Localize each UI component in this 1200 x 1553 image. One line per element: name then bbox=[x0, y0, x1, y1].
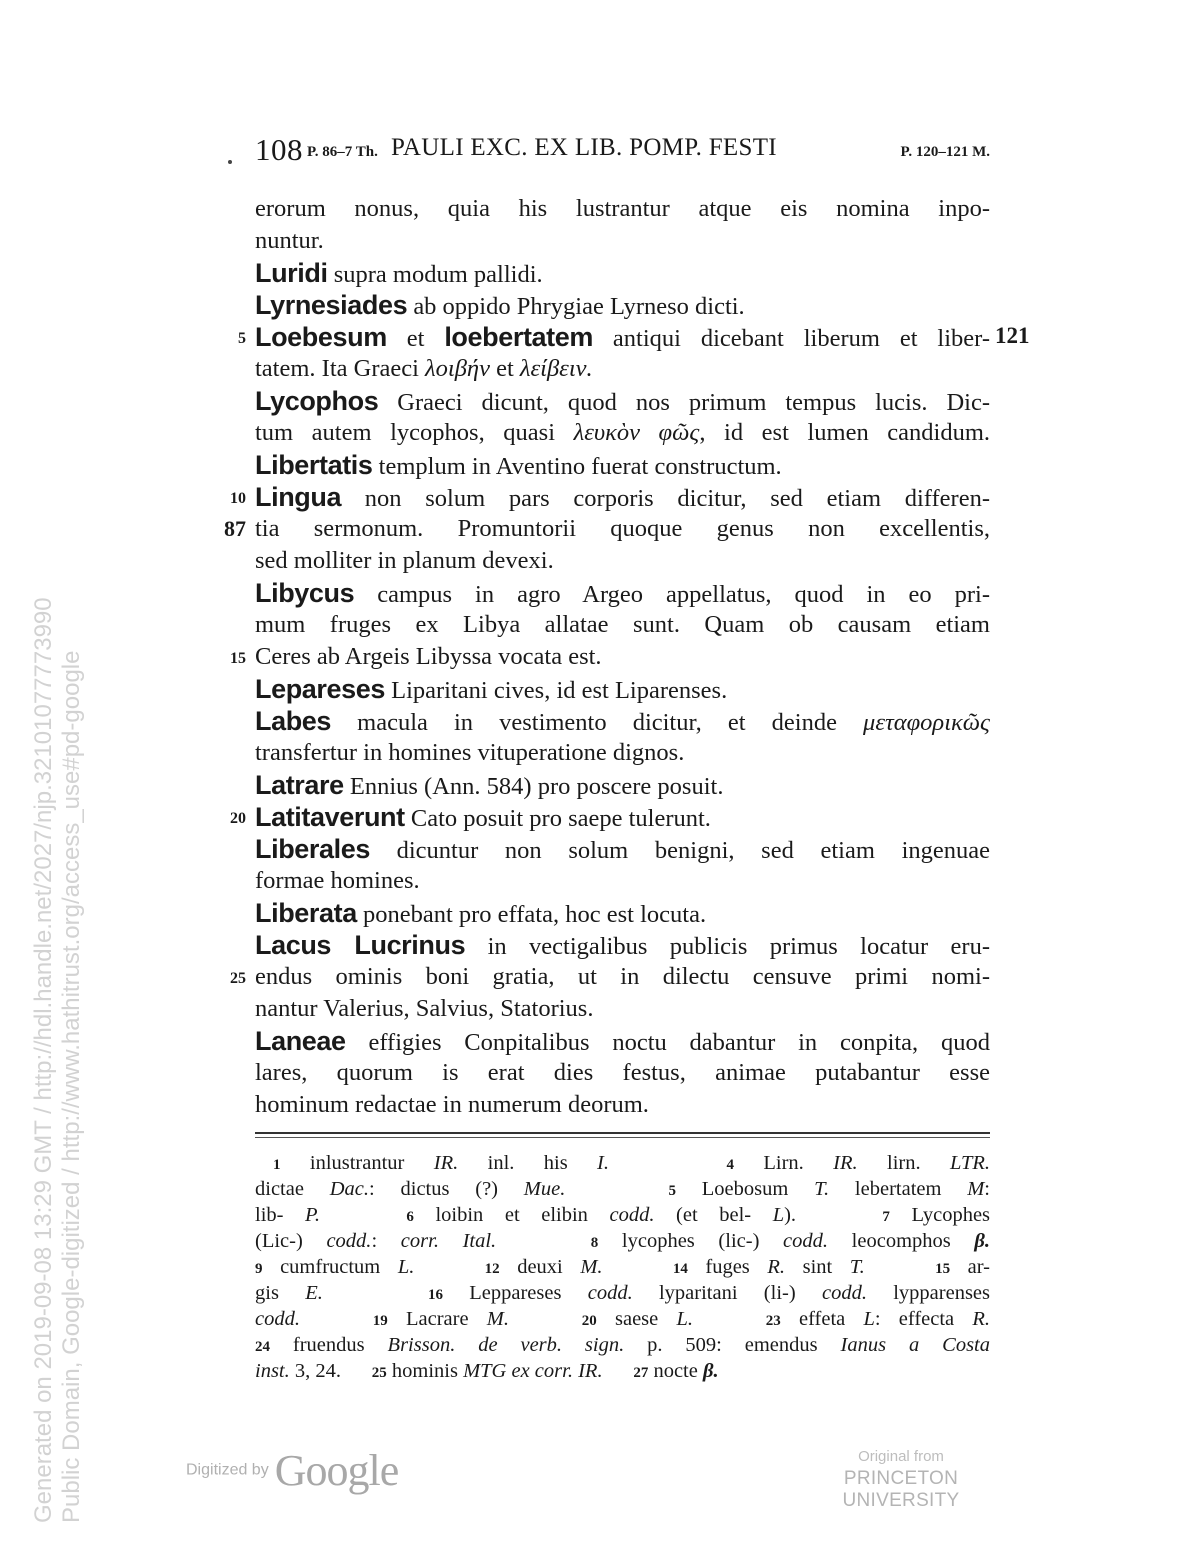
entry-latrare: Latrare Ennius (Ann. 584) pro poscere posuit. bbox=[255, 770, 724, 800]
greek-text: λείβειν. bbox=[519, 355, 593, 382]
apparatus-line-3: lib- P. 6 loibin et elibin codd. (et bel- L). 7 Lycophes bbox=[255, 1204, 991, 1226]
apparatus-line-4: (Lic-) codd.: corr. Ital. 8 lycophes (lic-) codd. leocomphos β. bbox=[255, 1230, 991, 1252]
lemma: Lepareses bbox=[255, 674, 385, 704]
page-ref-left: P. 86–7 Th. bbox=[307, 144, 378, 160]
digitized-by-label: Digitized by bbox=[186, 1461, 269, 1479]
entry-latitaverunt: Latitaverunt Cato posuit pro saepe tulerunt. bbox=[255, 802, 711, 832]
entry-labes: Labes macula in vestimento dicitur, et deinde μεταφορικῶς bbox=[255, 706, 990, 736]
lemma: Liberata bbox=[255, 898, 357, 928]
apparatus-line-5: 9 cumfructum L. 12 deuxi M. 14 fuges R. sint T. 15 ar- bbox=[255, 1256, 990, 1278]
lemma: loebertatem bbox=[444, 322, 593, 352]
lemma: Lacus Lucrinus bbox=[255, 930, 466, 960]
entry-liberales: Liberales dicuntur non solum benigni, sed etiam ingenuae bbox=[255, 834, 990, 864]
greek-text: λοιβήν bbox=[425, 355, 490, 382]
lemma: Laneae bbox=[255, 1026, 346, 1056]
text-line-2: nuntur. bbox=[255, 227, 324, 254]
text-line-11: tia sermonum. Promuntorii quoque genus non excellentis, bbox=[255, 515, 990, 542]
running-header bbox=[255, 132, 990, 172]
text-line-15: Ceres ab Argeis Libyssa vocata est. bbox=[255, 643, 602, 670]
apparatus-line-8: 24 fruendus Brisson. de verb. sign. p. 509: emendus Ianus a Costa bbox=[255, 1334, 991, 1356]
entry-laneae: Laneae effigies Conpitalibus noctu dabantur in conpita, quod bbox=[255, 1026, 990, 1056]
library-name: PRINCETON UNIVERSITY bbox=[842, 1468, 960, 1511]
entry-lycophos: Lycophos Graeci dicunt, quod nos primum tempus lucis. Dic- bbox=[255, 386, 990, 416]
apparatus-line-7: codd. 19 Lacrare M. 20 saese L. 23 effeta L: effecta R. bbox=[255, 1308, 991, 1330]
text-line-26: nantur Valerius, Salvius, Statorius. bbox=[255, 995, 594, 1022]
entry-lepareses: Lepareses Liparitani cives, id est Liparenses. bbox=[255, 674, 728, 704]
text-line-18: transfertur in homines vituperatione dignos. bbox=[255, 739, 685, 766]
lemma: Libycus bbox=[255, 578, 355, 608]
watermark-line-2: Public Domain, Google-digitized / http://www.hathitrust.org/access_use#pd-google bbox=[58, 650, 85, 1523]
original-from-label: Original from bbox=[858, 1448, 944, 1465]
entry-loebesum: Loebesum et loebertatem antiqui dicebant liberum et liber- bbox=[255, 322, 990, 352]
text-line-6: tatem. Ita Graeci λοιβήν et λείβειν. bbox=[255, 355, 593, 382]
text-line-1: erorum nonus, quia his lustrantur atque eis nomina inpo- bbox=[255, 195, 990, 222]
original-from bbox=[786, 1448, 1016, 1512]
lemma: Lycophos bbox=[255, 386, 379, 416]
apparatus-line-9: inst. 3, 24. 25 hominis MTG ex corr. IR. 27 nocte β. bbox=[255, 1360, 719, 1382]
margin-page-121: 121 bbox=[995, 323, 1030, 348]
entry-lingua: Lingua non solum pars corporis dicitur, sed etiam differen- bbox=[255, 482, 990, 512]
line-number-20: 20 bbox=[230, 810, 246, 827]
lemma: Libertatis bbox=[255, 450, 373, 480]
text-line-8: tum autem lycophos, quasi λευκὸν φῶς, id est lumen candidum. bbox=[255, 419, 991, 446]
lemma: Luridi bbox=[255, 258, 328, 288]
footnote-rule-thin bbox=[255, 1137, 990, 1138]
google-logo: Google bbox=[274, 1446, 399, 1495]
lemma: Liberales bbox=[255, 834, 370, 864]
margin-page-87: 87 bbox=[224, 516, 246, 541]
text-line-12: sed molliter in planum devexi. bbox=[255, 547, 554, 574]
entry-libycus: Libycus campus in agro Argeo appellatus, quod in eo pri- bbox=[255, 578, 990, 608]
entry-lyrnesiades: Lyrnesiades ab oppido Phrygiae Lyrneso dicti. bbox=[255, 290, 745, 320]
hathitrust-watermark bbox=[0, 0, 120, 1553]
entry-lacus-lucrinus: Lacus Lucrinus in vectigalibus publicis primus locatur eru- bbox=[255, 930, 990, 960]
apparatus-line-1: 1 inlustrantur IR. inl. his I. 4 Lirn. IR. lirn. LTR. bbox=[273, 1152, 991, 1174]
lemma: Lyrnesiades bbox=[255, 290, 408, 320]
text-line-25: endus ominis boni gratia, ut in dilectu censuve primi nomi- bbox=[255, 963, 990, 990]
text-line-14: mum fruges ex Libya allatae sunt. Quam ob causam etiam bbox=[255, 611, 990, 638]
lemma: Labes bbox=[255, 706, 332, 736]
text-line-22: formae homines. bbox=[255, 867, 420, 894]
digitized-by-google bbox=[186, 1445, 398, 1495]
running-title: PAULI EXC. EX LIB. POMP. FESTI bbox=[391, 134, 777, 161]
entry-liberata: Liberata ponebant pro effata, hoc est locuta. bbox=[255, 898, 707, 928]
footnote-rule bbox=[255, 1132, 990, 1134]
text-line-29: hominum redactae in numerum deorum. bbox=[255, 1091, 649, 1118]
page-ref-right: P. 120–121 M. bbox=[900, 144, 990, 160]
line-number-5: 5 bbox=[238, 330, 246, 347]
entry-libertatis: Libertatis templum in Aventino fuerat constructum. bbox=[255, 450, 782, 480]
line-number-25: 25 bbox=[230, 970, 246, 987]
text-line-28: lares, quorum is erat dies festus, animae putabantur esse bbox=[255, 1059, 990, 1086]
page-number: 108 bbox=[255, 132, 303, 167]
entry-luridi: Luridi supra modum pallidi. bbox=[255, 258, 543, 288]
apparatus-line-2: dictae Dac.: dictus (?) Mue. 5 Loebosum T. lebertatem M: bbox=[255, 1178, 990, 1200]
greek-text: μεταφορικῶς bbox=[863, 709, 990, 736]
watermark-line-1: Generated on 2019-09-08 13:29 GMT / http://hdl.handle.net/2027/njp.32101077773990 bbox=[30, 597, 57, 1523]
lemma: Loebesum bbox=[255, 322, 387, 352]
line-number-15: 15 bbox=[230, 650, 246, 667]
lemma: Latrare bbox=[255, 770, 344, 800]
line-number-10: 10 bbox=[230, 490, 246, 507]
greek-text: λευκὸν φῶς bbox=[573, 419, 700, 446]
apparatus-line-6: gis E. 16 Leppareses codd. lyparitani (li-) codd. lypparenses bbox=[255, 1282, 991, 1304]
lemma: Lingua bbox=[255, 482, 342, 512]
ink-speck bbox=[228, 160, 232, 164]
lemma: Latitaverunt bbox=[255, 802, 405, 832]
